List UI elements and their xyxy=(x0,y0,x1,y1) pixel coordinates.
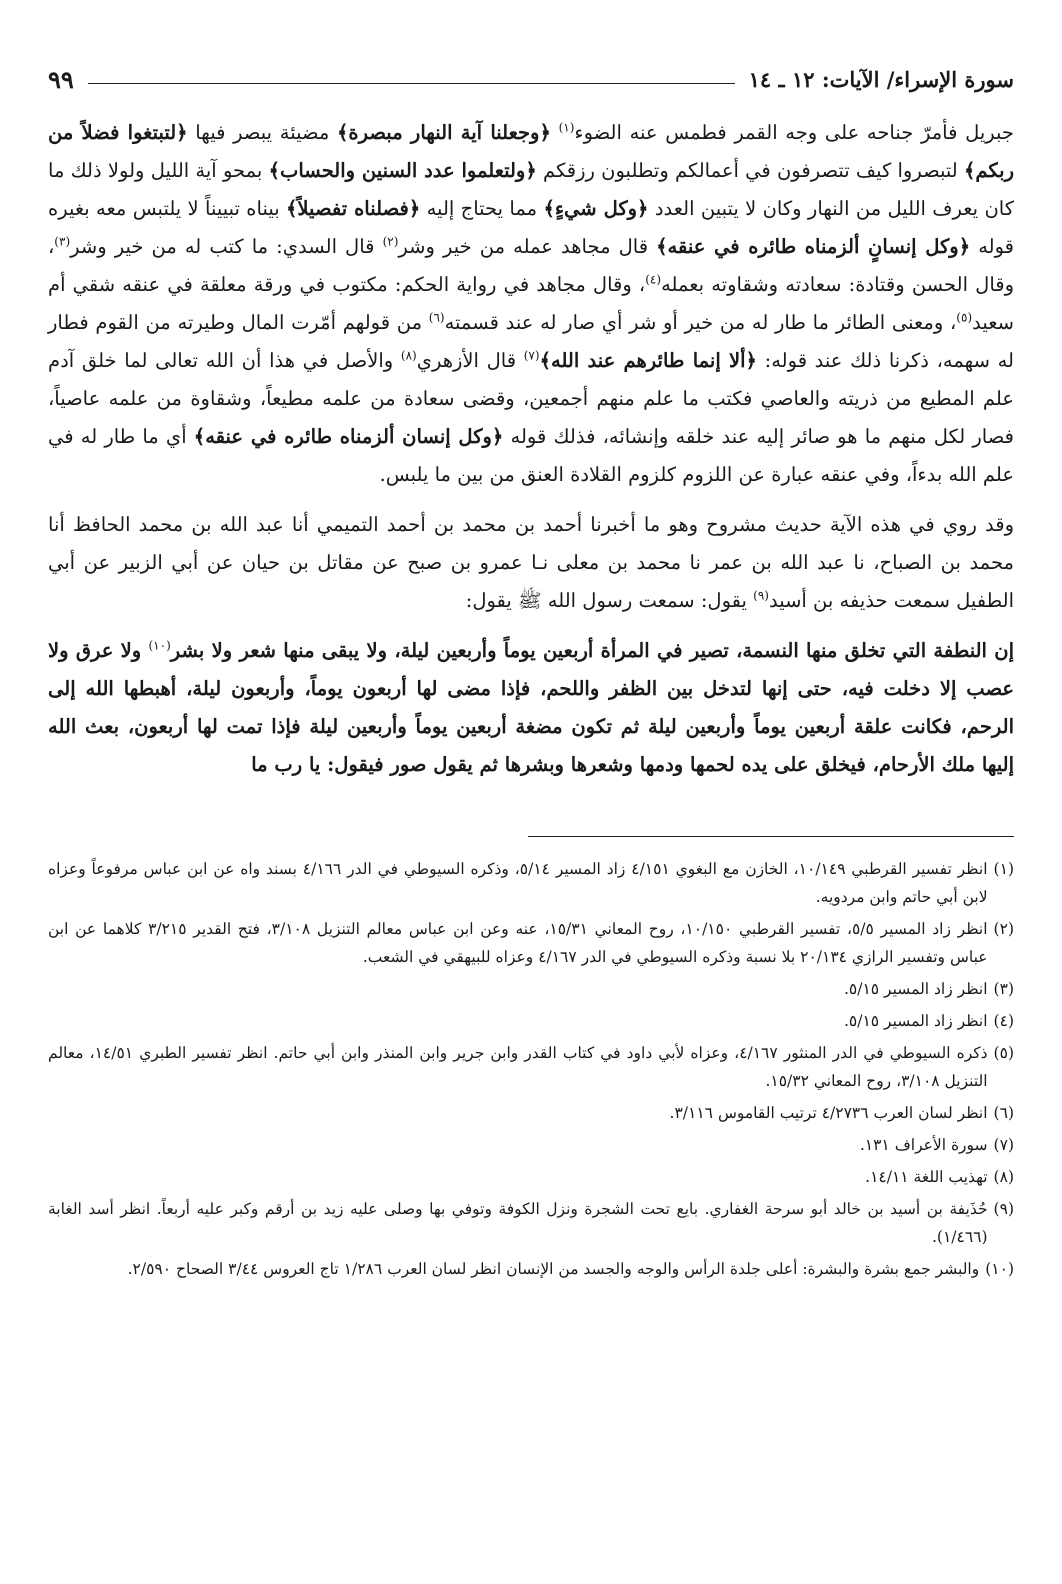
footnote-text: تهذيب اللغة ١٤/١١. xyxy=(865,1168,988,1186)
text: يقول: سمعت رسول الله ﷺ يقول: xyxy=(465,589,754,612)
surah-title: سورة الإسراء/ الآيات: ١٢ ـ ١٤ xyxy=(748,66,1014,92)
footnote-item xyxy=(48,1131,1014,1159)
text: ، ومعنى الطائر ما طار له من خير أو شر أي صار له عند قسمته xyxy=(444,311,957,334)
footnote-number: (٢) xyxy=(993,920,1014,938)
text: مما يحتاج إليه xyxy=(420,197,544,220)
footnote-text: انظر زاد المسير ٥/١٥. xyxy=(843,980,988,998)
footnote-ref[interactable]: (٤) xyxy=(645,272,662,287)
footnote-item xyxy=(48,975,1014,1003)
footnote-ref[interactable]: (٨) xyxy=(400,348,417,363)
footnote-item xyxy=(48,1099,1014,1127)
footnote-number: (١) xyxy=(993,860,1014,878)
footnote-ref[interactable]: (٣) xyxy=(54,234,71,249)
footnotes xyxy=(48,855,1014,1283)
text: ، وقال الحسن وقتادة: سعادته وشقاوته بعمله xyxy=(48,235,1014,296)
footnote-item xyxy=(48,1195,1014,1251)
footnote-item xyxy=(48,1007,1014,1035)
text: قال الأزهري xyxy=(416,349,524,372)
footnote-item xyxy=(48,1163,1014,1191)
paragraph-1 xyxy=(48,114,1014,494)
text: ولا عرق ولا عصب إلا دخلت فيه، حتى إنها لتدخل بين الظفر واللحم، فإذا مضى لها أربعون يوماً، وأربعون ليلة، أهبطها الله إلى الرحم، فكانت علقة أربعين يوماً وأربعين ليلة ثم تكون مضغة أربعين يوماً وأربعين ليلة فإذا تمت لها أربعون، بعث الله إليها ملك الأرحام، فيخلق على يده لحمها ودمها وشعرها وبشرها ثم يقول صور فيقول: يا رب ما xyxy=(48,639,1014,776)
quran-quote: ﴿وجعلنا آية النهار مبصرة﴾ xyxy=(337,121,551,144)
main-text xyxy=(48,114,1014,784)
footnote-number: (٧) xyxy=(993,1136,1014,1154)
footnote-ref[interactable]: (٥) xyxy=(956,310,973,325)
text: أي ما طار له في علم الله بدءاً، وفي عنقه عبارة عن اللزوم كلزوم القلادة العنق من بين ما يلبس. xyxy=(48,425,1014,486)
footnote-text: انظر تفسير القرطبي ١٠/١٤٩، الخازن مع البغوي ٤/١٥١ زاد المسير ٥/١٤، وذكره السيوطي في الدر ٤/١٦٦ بسند واه عن ابن عباس مرفوعاً وعزاه لابن أبي حاتم وابن مردويه. xyxy=(48,860,988,906)
running-header xyxy=(48,62,1014,96)
quran-quote: ﴿ولتعلموا عدد السنين والحساب﴾ xyxy=(268,159,537,182)
quran-quote: ﴿وكل إنسان ألزمناه طائره في عنقه﴾ xyxy=(193,425,504,448)
quran-quote: ﴿لتبتغوا فضلاً من ربكم﴾ xyxy=(48,121,1015,182)
text: والأصل في هذا أن الله تعالى لما خلق آدم علم المطيع من ذريته والعاصي فكتب ما علم منهم أجمعين، وقضى سعادة من علمه مطيعاً، وشقاوة من علمه عاصياً، فصار لكل منهم ما هو صائر إليه عند خلقه وإنشائه، فذلك قوله xyxy=(48,349,1014,448)
text: إن النطفة التي تخلق منها النسمة، تصير في المرأة أربعين يوماً وأربعين ليلة، ولا يبقى منها شعر ولا بشر xyxy=(170,639,1014,662)
header-rule xyxy=(88,83,735,84)
footnote-text: سورة الأعراف ١٣١. xyxy=(859,1136,988,1154)
footnote-ref[interactable]: (٩) xyxy=(753,588,769,603)
footnote-ref[interactable]: (٧) xyxy=(523,348,540,363)
footnote-ref[interactable]: (١) xyxy=(558,120,575,135)
footnote-text: انظر زاد المسير ٥/٥، تفسير القرطبي ١٠/١٥٠، روح المعاني ١٥/٣١، عنه وعن ابن عباس معالم التنزيل ٣/١٠٨، فتح القدير ٣/٢١٥ كلاهما عن ابن عباس وتفسير الرازي ٢٠/١٣٤ بلا نسبة وذكره السيوطي في الدر ٤/١٦٧ وعزاه للبيهقي في الشعب. xyxy=(48,920,988,966)
text: لتبصروا كيف تتصرفون في أعمالكم وتطلبون رزقكم xyxy=(536,159,964,182)
text xyxy=(551,121,559,144)
footnote-item xyxy=(48,1255,1014,1283)
quran-quote: ﴿ألا إنما طائرهم عند الله﴾ xyxy=(539,349,757,372)
footnote-number: (٥) xyxy=(993,1044,1014,1062)
page-number: ٩٩ xyxy=(48,64,74,94)
footnote-ref[interactable]: (١٠) xyxy=(148,638,171,653)
footnote-text: انظر لسان العرب ٤/٢٧٣٦ ترتيب القاموس ٣/١١٦. xyxy=(669,1104,988,1122)
text: مضيئة يبصر فيها xyxy=(187,121,337,144)
paragraph-3-hadith xyxy=(48,632,1014,784)
quran-quote: ﴿وكل شيءٍ﴾ xyxy=(543,197,649,220)
footnote-text: انظر زاد المسير ٥/١٥. xyxy=(843,1012,988,1030)
footnote-text: ذكره السيوطي في الدر المنثور ٤/١٦٧، وعزاه لأبي داود في كتاب القدر وابن جرير وابن المنذر وابن أبي حاتم. انظر تفسير الطبري ١٤/٥١، معالم التنزيل ٣/١٠٨، روح المعاني ١٥/٣٢. xyxy=(48,1044,988,1090)
footnote-text: والبشر جمع بشرة والبشرة: أعلى جلدة الرأس والوجه والجسد من الإنسان انظر لسان العرب ١/٢٨٦ تاج العروس ٣/٤٤ الصحاح ٢/٥٩٠. xyxy=(127,1260,980,1278)
footnote-ref[interactable]: (٦) xyxy=(428,310,445,325)
footnote-text: حُذَيفة بن أسيد بن خالد أبو سرحة الغفاري. بايع تحت الشجرة ونزل الكوفة وتوفي بها وصلى عليه زيد بن أرقم وكبر عليه أربعاً. انظر أسد الغابة (١/٤٦٦). xyxy=(48,1200,988,1246)
footnote-item xyxy=(48,855,1014,911)
text: بمحو آية الليل ولولا ذلك ما كان يعرف الليل من النهار وكان لا يتبين العدد xyxy=(48,159,1014,220)
footnote-separator xyxy=(528,836,1014,837)
footnote-item xyxy=(48,915,1014,971)
text: قال مجاهد عمله من خير وشر xyxy=(398,235,657,258)
quran-quote: ﴿فصلناه تفصيلاً﴾ xyxy=(286,197,421,220)
footnote-number: (٤) xyxy=(993,1012,1014,1030)
text: جبريل فأمرّ جناحه على وجه القمر فطمس عنه الضوء xyxy=(574,121,1014,144)
footnote-number: (٩) xyxy=(993,1200,1014,1218)
text: من قولهم أمّرت المال وطيرته من القوم فطار له سهمه، ذكرنا ذلك عند قوله: xyxy=(48,311,1014,372)
footnote-number: (٦) xyxy=(993,1104,1014,1122)
footnote-ref[interactable]: (٢) xyxy=(382,234,399,249)
footnote-number: (٨) xyxy=(993,1168,1014,1186)
text: وقد روي في هذه الآية حديث مشروح وهو ما أخبرنا أحمد بن محمد بن أحمد التميمي أنا عبد الله بن محمد الحافظ أنا محمد بن الصباح، نا عبد الله بن عمر نا محمد بن معلى نـا عمرو بن صبح عن مقاتل بن حيان عن أبي الزبير عن أبي الطفيل سمعت حذيفه بن أسيد xyxy=(48,513,1014,612)
footnote-item xyxy=(48,1039,1014,1095)
paragraph-2 xyxy=(48,506,1014,620)
text: قال السدي: ما كتب له من خير وشر xyxy=(70,235,383,258)
footnote-number: (٣) xyxy=(993,980,1014,998)
quran-quote: ﴿وكل إنسانٍ ألزمناه طائره في عنقه﴾ xyxy=(656,235,971,258)
text: بيناه تبييناً لا يلتبس معه بغيره قوله xyxy=(48,197,1014,258)
footnote-number: (١٠) xyxy=(985,1260,1014,1278)
text: ، وقال مجاهد في رواية الحكم: مكتوب في ورقة معلقة في عنقه شقي أم سعيد xyxy=(48,273,1014,334)
